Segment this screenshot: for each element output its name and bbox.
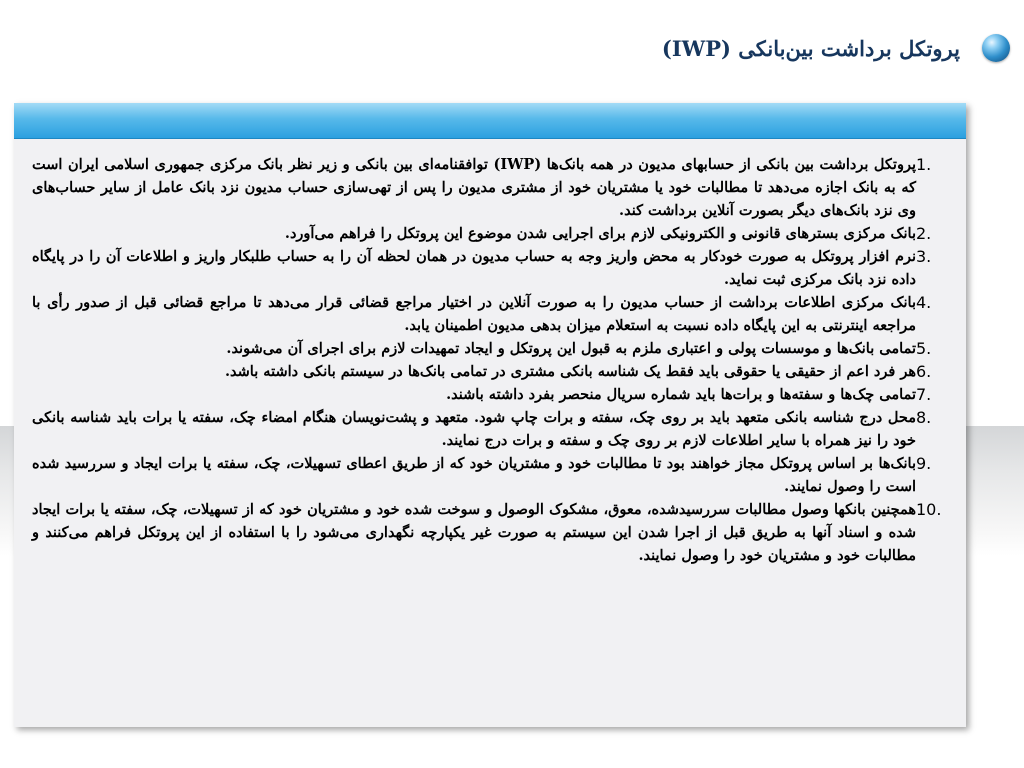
- numbered-list: [14, 139, 966, 567]
- list-item-number: 2.: [916, 224, 932, 243]
- title-row: [662, 28, 1010, 68]
- list-item-text: بانک مرکزی اطلاعات برداشت از حساب مدیون را به صورت آنلاین در اختیار مراجع قضائی قرار می‌دهد تا مراجع قضائی قبل از صدور رأی با مراجعه اینترنتی به این پایگاه داده نسبت به استعلام میزان بدهی مدیون اطمینان یابد.: [32, 294, 916, 334]
- list-item: [32, 291, 950, 337]
- list-item: [32, 153, 950, 222]
- list-item: [32, 383, 950, 406]
- list-item: [32, 360, 950, 383]
- list-item: [32, 452, 950, 498]
- globe-bullet-icon: [982, 34, 1010, 62]
- list-item-text: بانک مرکزی بسترهای قانونی و الکترونیکی لازم برای اجرایی شدن موضوع این پروتکل را فراهم می‌آورد.: [284, 225, 916, 242]
- list-item-text: همچنین بانکها وصول مطالبات سررسیدشده، معوق، مشکوک الوصول و سوخت شده خود و مشتریان خود که از تسهیلات، چک، سفته یا برات ایجاد شده و اسناد آنها به طریق قبل از اجرا شدن این سیستم به صورت غیر یکپارچه نگهداری می‌شود را با استفاده از این پروتکل فراهم می‌کنند و مطالبات خود و مشتریان خود را وصول نمایند.: [32, 501, 916, 564]
- content-panel: [14, 103, 966, 727]
- list-item: [32, 406, 950, 452]
- list-item-text: بانک‌ها بر اساس پروتکل مجاز خواهند بود تا مطالبات خود و مشتریان خود که از طریق اعطای تسهیلات، چک، سفته یا برات ایجاد و سررسید شده است را وصول نمایند.: [32, 455, 916, 495]
- list-item-number: 7.: [916, 385, 932, 404]
- list-item-text: تمامی چک‌ها و سفته‌ها و برات‌ها باید شماره سریال منحصر بفرد داشته باشند.: [446, 386, 916, 403]
- list-item-number: 5.: [916, 339, 932, 358]
- list-item-number: 1.: [916, 155, 932, 174]
- list-item-text: محل درج شناسه بانکی متعهد باید بر روی چک، سفته و برات چاپ شود. متعهد و پشت‌نویسان هنگام امضاء چک، سفته یا برات باید شناسه بانکی خود را نیز همراه با سایر اطلاعات لازم بر روی چک و سفته و برات درج نمایند.: [32, 409, 916, 449]
- slide-title: پروتکل برداشت بین‌بانکی (IWP): [661, 35, 960, 61]
- list-item: [32, 337, 950, 360]
- list-item-text: نرم افزار پروتکل به صورت خودکار به محض واریز وجه به حساب مدیون در همان لحظه آن را به حساب طلبکار واریز و اطلاعات آن را در پایگاه داده نزد بانک مرکزی ثبت نماید.: [32, 248, 916, 288]
- list-item: [32, 498, 950, 567]
- list-item-number: 8.: [916, 408, 932, 427]
- list-item-number: 6.: [916, 362, 932, 381]
- list-item-number: 3.: [916, 247, 932, 266]
- list-item-text: تمامی بانک‌ها و موسسات پولی و اعتباری ملزم به قبول این پروتکل و ایجاد تمهیدات لازم برای اجرای آن می‌شوند.: [226, 340, 916, 357]
- list-item-text: پروتکل برداشت بین بانکی از حسابهای مدیون در همه بانک‌ها (IWP) توافقنامه‌ای بین بانکی و زیر نظر بانک مرکزی جمهوری اسلامی ایران است که به بانک اجازه می‌دهد تا مطالبات خود یا مشتریان خود از مشتری مدیون را پس از تهی‌سازی حساب مدیون نزد بانک عامل از سایر حساب‌های وی نزد بانک‌های دیگر بصورت آنلاین برداشت کند.: [32, 156, 916, 219]
- list-item: [32, 222, 950, 245]
- list-item-number: 4.: [916, 293, 932, 312]
- list-item-text: هر فرد اعم از حقیقی یا حقوقی باید فقط یک شناسه بانکی مشتری در تمامی بانک‌ها در سیستم بانکی داشته باشد.: [225, 363, 916, 380]
- list-item: [32, 245, 950, 291]
- list-item-number: 10.: [916, 500, 942, 519]
- panel-header-bar: [14, 103, 966, 139]
- list-item-number: 9.: [916, 454, 932, 473]
